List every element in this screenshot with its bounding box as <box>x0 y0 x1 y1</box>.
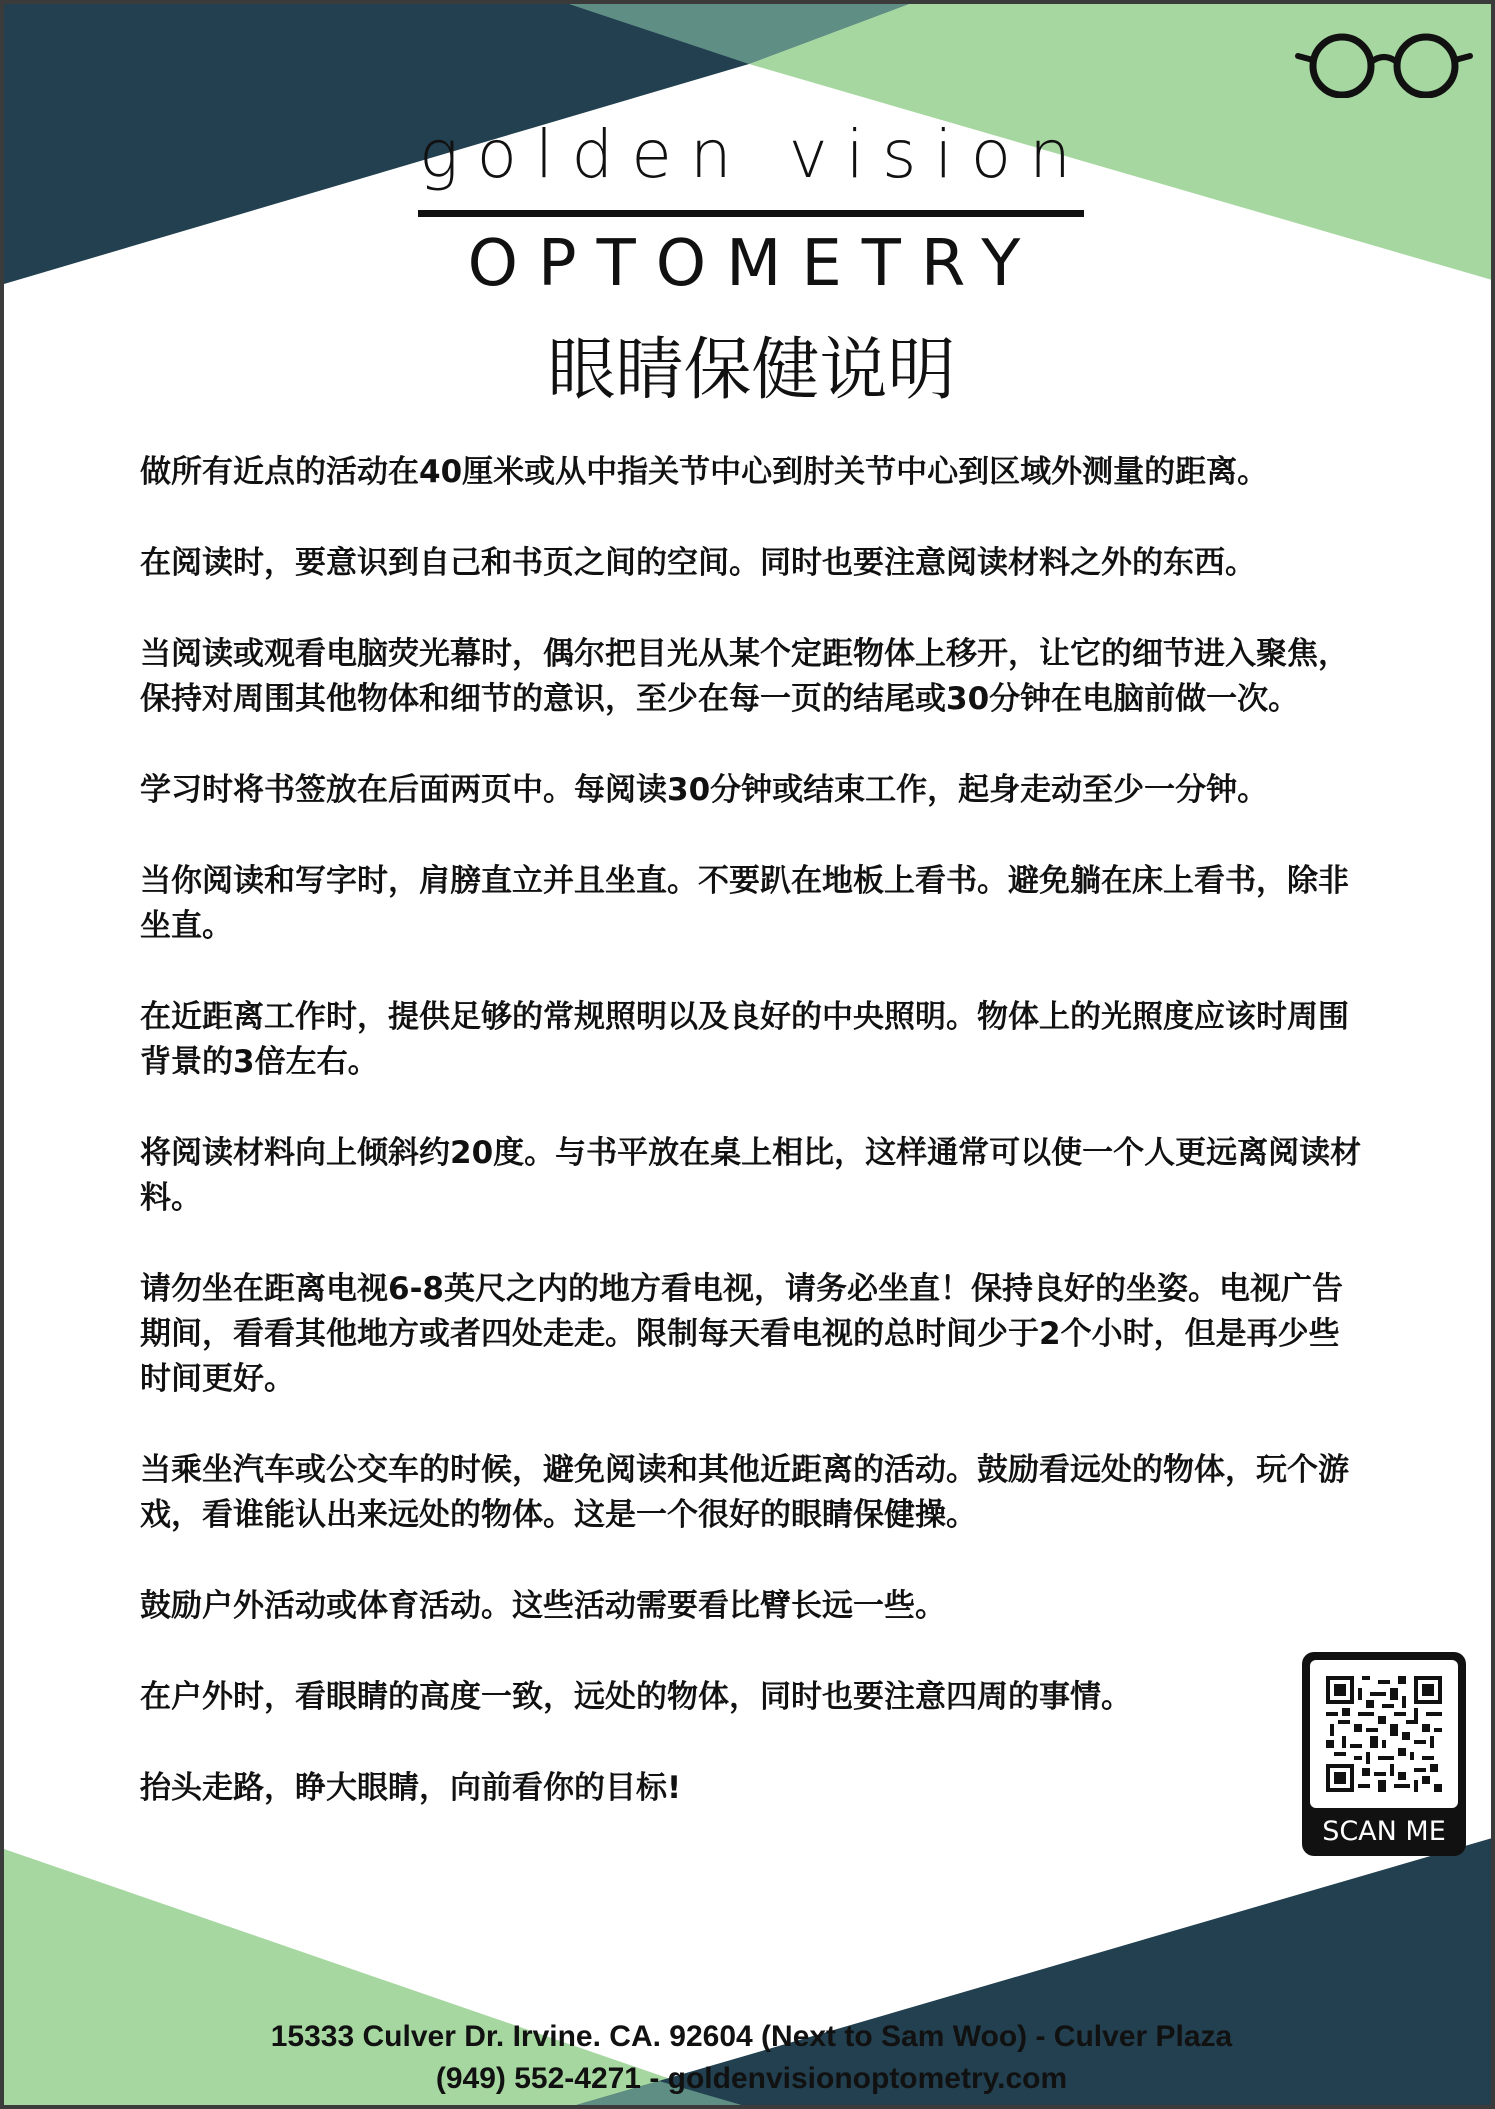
qr-code-icon <box>1326 1676 1442 1792</box>
instruction-item: 学习时将书签放在后面两页中。每阅读30分钟或结束工作，起身走动至少一分钟。 <box>140 772 1269 808</box>
qr-code-badge[interactable] <box>1302 1652 1466 1856</box>
footer-address: 15333 Culver Dr. Irvine. CA. 92604 (Next to Sam Woo) - Culver Plaza <box>270 2020 1233 2053</box>
footer <box>4 2016 1495 2100</box>
logo-golden-vision: golden vision <box>419 116 1089 193</box>
instruction-item: 请勿坐在距离电视6-8英尺之内的地方看电视，请务必坐直！保持良好的坐姿。电视广告期间，看看其他地方或者四处走走。限制每天看电视的总时间少于2个小时，但是再少些时间更好。 <box>140 1271 1344 1397</box>
instruction-item: 当你阅读和写字时，肩膀直立并且坐直。不要趴在地板上看书。避免躺在床上看书，除非坐直。 <box>140 863 1349 944</box>
footer-contact: (949) 552-4271 - goldenvisionoptometry.com <box>435 2062 1068 2095</box>
instruction-item: 在户外时，看眼睛的高度一致，远处的物体，同时也要注意四周的事情。 <box>140 1679 1132 1715</box>
eyeglasses-icon <box>1294 26 1474 98</box>
instruction-item: 做所有近点的活动在40厘米或从中指关节中心到肘关节中心到区域外测量的距离。 <box>140 454 1269 490</box>
logo-divider <box>418 210 1084 217</box>
instruction-list <box>140 450 1370 1857</box>
instruction-item: 当阅读或观看电脑荧光幕时，偶尔把目光从某个定距物体上移开，让它的细节进入聚焦，保持对周围其他物体和细节的意识，至少在每一页的结尾或30分钟在电脑前做一次。 <box>140 636 1349 717</box>
qr-code-frame <box>1310 1660 1458 1808</box>
instruction-item: 当乘坐汽车或公交车的时候，避免阅读和其他近距离的活动。鼓励看远处的物体，玩个游戏，看谁能认出来远处的物体。这是一个很好的眼睛保健操。 <box>140 1452 1349 1533</box>
instruction-item: 抬头走路，睁大眼睛，向前看你的目标! <box>140 1770 682 1806</box>
instruction-item: 在近距离工作时，提供足够的常规照明以及良好的中央照明。物体上的光照度应该时周围背景的3倍左右。 <box>140 999 1349 1080</box>
instruction-item: 鼓励户外活动或体育活动。这些活动需要看比臂长远一些。 <box>140 1588 946 1624</box>
instruction-item: 在阅读时，要意识到自己和书页之间的空间。同时也要注意阅读材料之外的东西。 <box>140 545 1256 581</box>
qr-scan-label: SCAN ME <box>1322 1816 1446 1847</box>
instruction-item: 将阅读材料向上倾斜约20度。与书平放在桌上相比，这样通常可以使一个人更远离阅读材料。 <box>140 1135 1362 1216</box>
page-title: 眼睛保健说明 <box>547 331 956 410</box>
logo-optometry: OPTOMETRY <box>467 227 1041 301</box>
